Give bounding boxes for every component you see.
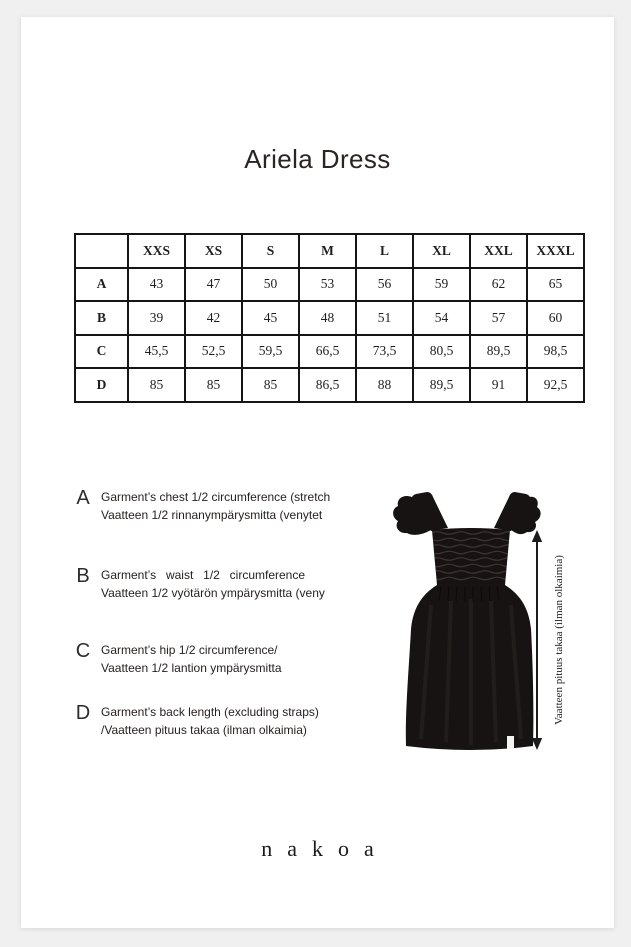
row-label-D: D — [75, 368, 128, 402]
size-col-header-XXS: XXS — [128, 234, 185, 268]
cell-C-M: 66,5 — [299, 335, 356, 369]
cell-D-L: 88 — [356, 368, 413, 402]
measurement-line-en: Garment’s back length (excluding straps) — [101, 705, 319, 719]
cell-B-XXL: 57 — [470, 301, 527, 335]
size-col-header-S: S — [242, 234, 299, 268]
table-row-B — [75, 301, 584, 335]
cell-D-XS: 85 — [185, 368, 242, 402]
cell-C-XS: 52,5 — [185, 335, 242, 369]
cell-C-XXS: 45,5 — [128, 335, 185, 369]
care-tag — [507, 736, 514, 749]
corner-cell — [75, 234, 128, 268]
cell-A-XS: 47 — [185, 268, 242, 302]
size-col-header-XL: XL — [413, 234, 470, 268]
right-ruffle-strap — [494, 492, 541, 534]
cell-B-XXXL: 60 — [527, 301, 584, 335]
cell-B-XL: 54 — [413, 301, 470, 335]
cell-C-XXXL: 98,5 — [527, 335, 584, 369]
cell-B-M: 48 — [299, 301, 356, 335]
size-col-header-XS: XS — [185, 234, 242, 268]
measurement-letter-D: D — [75, 702, 91, 724]
measurement-letter-C: C — [75, 640, 91, 662]
brand-logo: nakoa — [261, 836, 389, 861]
table-row-C — [75, 335, 584, 369]
cell-A-S: 50 — [242, 268, 299, 302]
measurement-line-fi: Vaatteen 1/2 vyötärön ympärysmitta (veny — [101, 585, 325, 600]
page-title: Ariela Dress — [244, 144, 391, 174]
size-col-header-M: M — [299, 234, 356, 268]
dress-photo — [331, 467, 614, 762]
cell-B-S: 45 — [242, 301, 299, 335]
cell-D-M: 86,5 — [299, 368, 356, 402]
table-row-A — [75, 268, 584, 302]
row-label-A: A — [75, 268, 128, 302]
cell-A-L: 56 — [356, 268, 413, 302]
cell-C-S: 59,5 — [242, 335, 299, 369]
size-table — [74, 233, 585, 403]
cell-B-XS: 42 — [185, 301, 242, 335]
cell-D-S: 85 — [242, 368, 299, 402]
measurement-line-en: Garment’s hip 1/2 circumference/ — [101, 643, 278, 657]
dress-illustration — [331, 467, 614, 762]
cell-D-XXS: 85 — [128, 368, 185, 402]
cell-B-L: 51 — [356, 301, 413, 335]
size-table-header-row — [75, 234, 584, 268]
measurement-letter-A: A — [76, 487, 90, 509]
cell-D-XL: 89,5 — [413, 368, 470, 402]
cell-A-XXXL: 65 — [527, 268, 584, 302]
row-label-B: B — [75, 301, 128, 335]
measurement-line-fi: Vaatteen 1/2 lantion ympärysmitta — [101, 660, 282, 675]
cell-C-XXL: 89,5 — [470, 335, 527, 369]
cell-D-XXL: 91 — [470, 368, 527, 402]
measurement-line-fi: /Vaatteen pituus takaa (ilman olkaimia) — [101, 722, 307, 737]
size-col-header-XXXL: XXXL — [527, 234, 584, 268]
size-col-header-XXL: XXL — [470, 234, 527, 268]
cell-A-M: 53 — [299, 268, 356, 302]
measurement-line-en: Garment’s waist 1/2 circumference — [101, 568, 306, 582]
size-col-header-L: L — [356, 234, 413, 268]
cell-C-L: 73,5 — [356, 335, 413, 369]
cell-A-XXS: 43 — [128, 268, 185, 302]
cell-B-XXS: 39 — [128, 301, 185, 335]
cell-D-XXXL: 92,5 — [527, 368, 584, 402]
cell-A-XXL: 62 — [470, 268, 527, 302]
measurement-line-fi: Vaatteen 1/2 rinnanympärysmitta (venytet — [101, 507, 323, 522]
measurement-line-en: Garment’s chest 1/2 circumference (stretch — [101, 490, 331, 504]
measurement-letter-B: B — [76, 565, 90, 587]
table-row-D — [75, 368, 584, 402]
left-ruffle-strap — [393, 492, 448, 535]
cell-A-XL: 59 — [413, 268, 470, 302]
cell-C-XL: 80,5 — [413, 335, 470, 369]
row-label-C: C — [75, 335, 128, 369]
length-arrow-label: Vaatteen pituus takaa (ilman olkaimia) — [553, 555, 565, 725]
size-table-header — [75, 234, 584, 268]
size-table-body — [75, 268, 584, 402]
